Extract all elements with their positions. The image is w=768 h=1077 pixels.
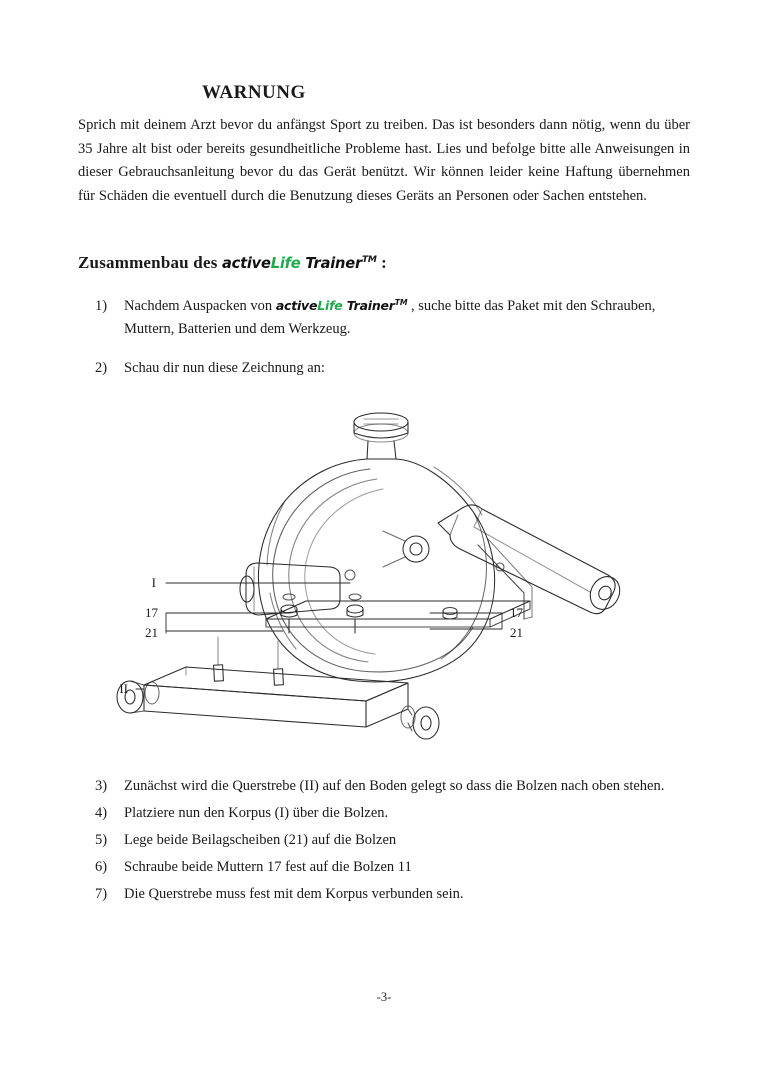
section-heading bbox=[78, 253, 690, 273]
brand-tm: TM bbox=[394, 297, 408, 307]
brand-trainer: Trainer bbox=[300, 254, 362, 272]
section-heading-prefix: Zusammenbau des bbox=[78, 252, 222, 272]
brand-tm: TM bbox=[361, 254, 377, 265]
step-text-before: Nachdem Auspacken von bbox=[124, 297, 276, 314]
assembly-steps-top bbox=[78, 295, 690, 381]
step-number: 3) bbox=[95, 777, 108, 794]
figure-label-nut-left: 17 bbox=[145, 604, 158, 620]
step-text: Zunächst wird die Querstrebe (II) auf den Boden gelegt so dass die Bolzen nach oben stehen. bbox=[124, 777, 665, 794]
warning-heading: WARNUNG bbox=[202, 82, 306, 103]
step-number: 5) bbox=[95, 831, 108, 848]
page-number: -3- bbox=[376, 990, 392, 1004]
step-text: Platziere nun den Korpus (I) über die Bolzen. bbox=[124, 804, 389, 821]
section-heading-suffix: : bbox=[376, 252, 388, 272]
brand-trainer: Trainer bbox=[342, 297, 395, 313]
assembly-diagram bbox=[78, 397, 690, 757]
figure-label-nut-right: 17 bbox=[510, 604, 523, 620]
brand-logotype bbox=[222, 255, 377, 272]
brand-life: Life bbox=[270, 254, 301, 272]
brand-active: active bbox=[221, 254, 271, 272]
list-item bbox=[78, 802, 690, 825]
brand-life: Life bbox=[317, 297, 343, 313]
brand-logotype bbox=[276, 298, 408, 313]
list-item bbox=[78, 829, 690, 852]
step-number: 2) bbox=[95, 360, 108, 377]
brand-active: active bbox=[275, 297, 318, 313]
list-item bbox=[78, 357, 690, 380]
step-text-after: , suche bitte das Paket mit den Schrauben, Muttern, Batterien und dem Werkzeug. bbox=[124, 297, 656, 337]
warning-paragraph: Sprich mit deinem Arzt bevor du anfängst Sport zu treiben. Das ist besonders dann nötig, wenn du über 35 Jahre alt bist oder bereits gesundheitliche Probleme hast. Lies und befolge bitte alle Anweisungen in dieser Gebrauchsanleitung bevor du das Gerät benützt. Wir können leider keine Haftung übernehmen für Schäden die eventuell durch die Benutzung dieses Geräts an Personen oder Sachen entstehen. bbox=[78, 117, 690, 204]
list-item bbox=[78, 295, 690, 342]
step-number: 1) bbox=[95, 297, 108, 314]
step-number: 6) bbox=[95, 858, 108, 875]
figure-label-crossbar: II bbox=[119, 680, 128, 696]
assembly-steps-bottom bbox=[78, 775, 690, 906]
list-item bbox=[78, 775, 690, 798]
step-text: Lege beide Beilagscheiben (21) auf die Bolzen bbox=[124, 831, 397, 848]
step-number: 7) bbox=[95, 885, 108, 902]
list-item bbox=[78, 856, 690, 879]
figure-label-washer-left: 21 bbox=[145, 624, 158, 640]
trainer-exploded-view-icon bbox=[78, 397, 690, 757]
page-content bbox=[78, 82, 690, 909]
step-text: Die Querstrebe muss fest mit dem Korpus verbunden sein. bbox=[124, 885, 464, 902]
figure-label-washer-right: 21 bbox=[510, 624, 523, 640]
list-item bbox=[78, 883, 690, 906]
step-text: Schau dir nun diese Zeichnung an: bbox=[124, 360, 325, 377]
figure-label-body: I bbox=[151, 574, 156, 590]
step-number: 4) bbox=[95, 804, 108, 821]
step-text: Schraube beide Muttern 17 fest auf die Bolzen 11 bbox=[124, 858, 412, 875]
